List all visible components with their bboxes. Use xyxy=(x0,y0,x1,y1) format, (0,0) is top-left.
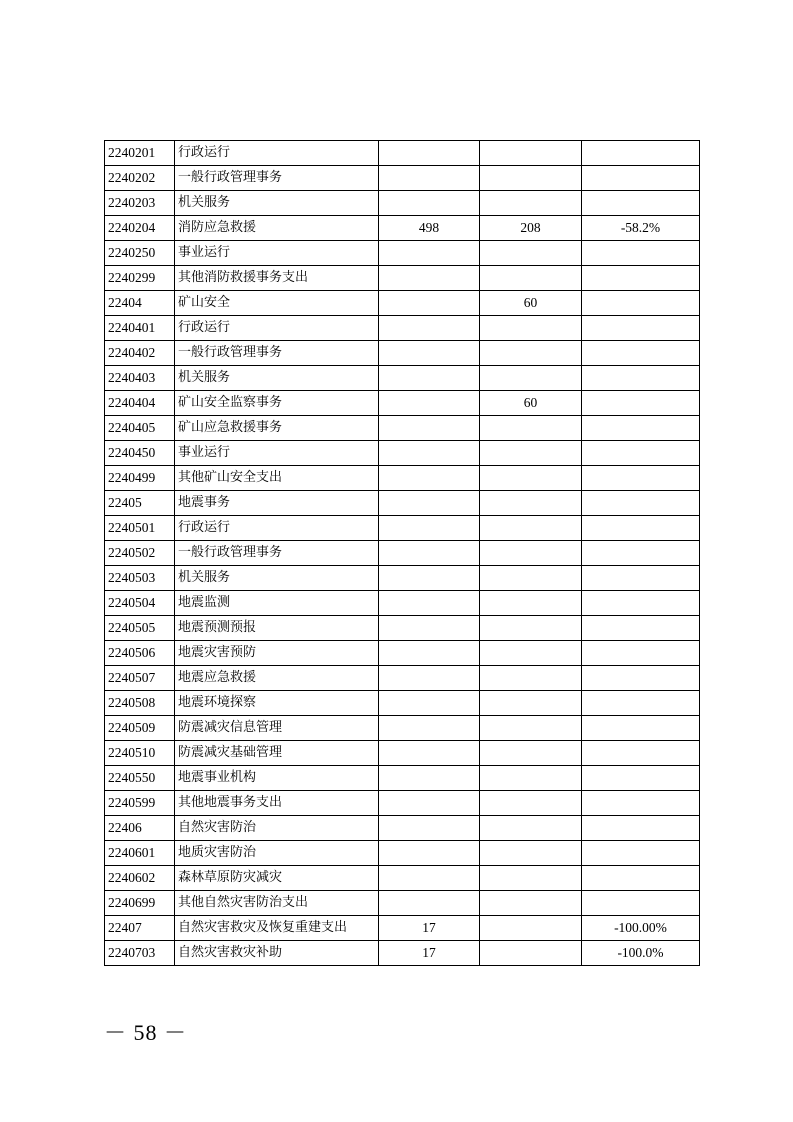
table-row xyxy=(105,341,700,366)
code-cell: 2240299 xyxy=(105,266,175,291)
value-cell-2 xyxy=(480,716,582,741)
value-cell-1 xyxy=(379,191,480,216)
value-cell-1 xyxy=(379,241,480,266)
value-cell-2 xyxy=(480,941,582,966)
value-cell-1 xyxy=(379,791,480,816)
name-cell: 地震预测预报 xyxy=(175,616,379,641)
code-cell: 2240502 xyxy=(105,541,175,566)
value-cell-2 xyxy=(480,641,582,666)
code-cell: 2240508 xyxy=(105,691,175,716)
value-cell-1 xyxy=(379,491,480,516)
value-cell-3 xyxy=(582,416,700,441)
value-cell-3 xyxy=(582,691,700,716)
value-cell-3 xyxy=(582,466,700,491)
value-cell-3 xyxy=(582,166,700,191)
code-cell: 22404 xyxy=(105,291,175,316)
code-cell: 2240503 xyxy=(105,566,175,591)
name-cell: 自然灾害防治 xyxy=(175,816,379,841)
value-cell-3: -100.00% xyxy=(582,916,700,941)
value-cell-1 xyxy=(379,891,480,916)
code-cell: 2240403 xyxy=(105,366,175,391)
table-row xyxy=(105,291,700,316)
value-cell-3: -58.2% xyxy=(582,216,700,241)
code-cell: 2240204 xyxy=(105,216,175,241)
value-cell-2: 60 xyxy=(480,391,582,416)
name-cell: 行政运行 xyxy=(175,316,379,341)
table-row xyxy=(105,391,700,416)
value-cell-3 xyxy=(582,266,700,291)
name-cell: 一般行政管理事务 xyxy=(175,166,379,191)
value-cell-1 xyxy=(379,616,480,641)
table-row xyxy=(105,866,700,891)
table-row xyxy=(105,366,700,391)
value-cell-3 xyxy=(582,491,700,516)
value-cell-2 xyxy=(480,541,582,566)
code-cell: 2240201 xyxy=(105,141,175,166)
code-cell: 2240401 xyxy=(105,316,175,341)
table-row xyxy=(105,941,700,966)
name-cell: 行政运行 xyxy=(175,516,379,541)
value-cell-1 xyxy=(379,266,480,291)
value-cell-1 xyxy=(379,466,480,491)
table-row xyxy=(105,591,700,616)
name-cell: 机关服务 xyxy=(175,191,379,216)
value-cell-1 xyxy=(379,516,480,541)
value-cell-3 xyxy=(582,141,700,166)
table-row xyxy=(105,766,700,791)
code-cell: 2240699 xyxy=(105,891,175,916)
value-cell-3: -100.0% xyxy=(582,941,700,966)
value-cell-1 xyxy=(379,866,480,891)
table-row xyxy=(105,891,700,916)
name-cell: 自然灾害救灾及恢复重建支出 xyxy=(175,916,379,941)
name-cell: 森林草原防灾减灾 xyxy=(175,866,379,891)
name-cell: 地质灾害防治 xyxy=(175,841,379,866)
name-cell: 防震减灾基础管理 xyxy=(175,741,379,766)
name-cell: 地震应急救援 xyxy=(175,666,379,691)
name-cell: 消防应急救援 xyxy=(175,216,379,241)
value-cell-2: 60 xyxy=(480,291,582,316)
table-row xyxy=(105,241,700,266)
table-row xyxy=(105,816,700,841)
value-cell-3 xyxy=(582,291,700,316)
name-cell: 一般行政管理事务 xyxy=(175,341,379,366)
value-cell-1: 17 xyxy=(379,941,480,966)
value-cell-1 xyxy=(379,716,480,741)
value-cell-2 xyxy=(480,266,582,291)
value-cell-1 xyxy=(379,166,480,191)
name-cell: 机关服务 xyxy=(175,566,379,591)
budget-table xyxy=(104,140,700,966)
table-row xyxy=(105,416,700,441)
value-cell-2 xyxy=(480,766,582,791)
code-cell: 2240550 xyxy=(105,766,175,791)
value-cell-2 xyxy=(480,341,582,366)
value-cell-1 xyxy=(379,841,480,866)
value-cell-3 xyxy=(582,316,700,341)
value-cell-1 xyxy=(379,816,480,841)
code-cell: 22407 xyxy=(105,916,175,941)
value-cell-3 xyxy=(582,516,700,541)
value-cell-2 xyxy=(480,616,582,641)
value-cell-3 xyxy=(582,241,700,266)
code-cell: 22406 xyxy=(105,816,175,841)
name-cell: 行政运行 xyxy=(175,141,379,166)
name-cell: 矿山安全监察事务 xyxy=(175,391,379,416)
value-cell-1: 498 xyxy=(379,216,480,241)
value-cell-1 xyxy=(379,141,480,166)
value-cell-3 xyxy=(582,441,700,466)
value-cell-2 xyxy=(480,816,582,841)
value-cell-1 xyxy=(379,541,480,566)
code-cell: 2240203 xyxy=(105,191,175,216)
value-cell-2 xyxy=(480,466,582,491)
code-cell: 2240501 xyxy=(105,516,175,541)
value-cell-3 xyxy=(582,191,700,216)
table-row xyxy=(105,216,700,241)
code-cell: 2240602 xyxy=(105,866,175,891)
value-cell-2: 208 xyxy=(480,216,582,241)
code-cell: 2240703 xyxy=(105,941,175,966)
name-cell: 地震事务 xyxy=(175,491,379,516)
name-cell: 地震环境探察 xyxy=(175,691,379,716)
table-row xyxy=(105,141,700,166)
name-cell: 一般行政管理事务 xyxy=(175,541,379,566)
table-row xyxy=(105,641,700,666)
value-cell-2 xyxy=(480,691,582,716)
value-cell-1 xyxy=(379,691,480,716)
value-cell-2 xyxy=(480,866,582,891)
code-cell: 2240506 xyxy=(105,641,175,666)
table-body xyxy=(105,141,700,966)
value-cell-1 xyxy=(379,441,480,466)
code-cell: 2240507 xyxy=(105,666,175,691)
value-cell-2 xyxy=(480,366,582,391)
name-cell: 其他自然灾害防治支出 xyxy=(175,891,379,916)
name-cell: 自然灾害救灾补助 xyxy=(175,941,379,966)
table-row xyxy=(105,491,700,516)
value-cell-2 xyxy=(480,791,582,816)
page-number: － 58 － xyxy=(104,1020,188,1045)
name-cell: 矿山安全 xyxy=(175,291,379,316)
table-row xyxy=(105,566,700,591)
value-cell-2 xyxy=(480,441,582,466)
name-cell: 地震灾害预防 xyxy=(175,641,379,666)
code-cell: 2240404 xyxy=(105,391,175,416)
code-cell: 2240405 xyxy=(105,416,175,441)
table-row xyxy=(105,541,700,566)
code-cell: 2240509 xyxy=(105,716,175,741)
value-cell-3 xyxy=(582,841,700,866)
code-cell: 2240499 xyxy=(105,466,175,491)
value-cell-3 xyxy=(582,816,700,841)
table-row xyxy=(105,691,700,716)
value-cell-3 xyxy=(582,541,700,566)
name-cell: 其他矿山安全支出 xyxy=(175,466,379,491)
value-cell-2 xyxy=(480,191,582,216)
table-row xyxy=(105,916,700,941)
table-row xyxy=(105,466,700,491)
value-cell-1 xyxy=(379,666,480,691)
name-cell: 机关服务 xyxy=(175,366,379,391)
value-cell-3 xyxy=(582,741,700,766)
value-cell-3 xyxy=(582,716,700,741)
value-cell-2 xyxy=(480,516,582,541)
value-cell-1 xyxy=(379,741,480,766)
value-cell-3 xyxy=(582,891,700,916)
value-cell-1 xyxy=(379,391,480,416)
table-row xyxy=(105,516,700,541)
value-cell-2 xyxy=(480,316,582,341)
value-cell-2 xyxy=(480,741,582,766)
value-cell-2 xyxy=(480,566,582,591)
value-cell-1 xyxy=(379,591,480,616)
value-cell-1 xyxy=(379,641,480,666)
table-row xyxy=(105,441,700,466)
name-cell: 其他地震事务支出 xyxy=(175,791,379,816)
value-cell-3 xyxy=(582,791,700,816)
name-cell: 事业运行 xyxy=(175,441,379,466)
table-row xyxy=(105,191,700,216)
value-cell-1 xyxy=(379,366,480,391)
code-cell: 2240601 xyxy=(105,841,175,866)
value-cell-2 xyxy=(480,891,582,916)
name-cell: 矿山应急救援事务 xyxy=(175,416,379,441)
value-cell-2 xyxy=(480,141,582,166)
code-cell: 2240505 xyxy=(105,616,175,641)
table-row xyxy=(105,266,700,291)
code-cell: 2240402 xyxy=(105,341,175,366)
value-cell-1 xyxy=(379,416,480,441)
value-cell-2 xyxy=(480,666,582,691)
table-row xyxy=(105,166,700,191)
code-cell: 22405 xyxy=(105,491,175,516)
value-cell-3 xyxy=(582,366,700,391)
table-row xyxy=(105,841,700,866)
table-row xyxy=(105,716,700,741)
value-cell-3 xyxy=(582,391,700,416)
name-cell: 地震事业机构 xyxy=(175,766,379,791)
table-row xyxy=(105,741,700,766)
name-cell: 地震监测 xyxy=(175,591,379,616)
code-cell: 2240504 xyxy=(105,591,175,616)
value-cell-1 xyxy=(379,316,480,341)
value-cell-3 xyxy=(582,641,700,666)
value-cell-1 xyxy=(379,291,480,316)
value-cell-3 xyxy=(582,591,700,616)
table-row xyxy=(105,666,700,691)
name-cell: 其他消防救援事务支出 xyxy=(175,266,379,291)
code-cell: 2240202 xyxy=(105,166,175,191)
value-cell-2 xyxy=(480,491,582,516)
table-row xyxy=(105,791,700,816)
code-cell: 2240599 xyxy=(105,791,175,816)
name-cell: 防震减灾信息管理 xyxy=(175,716,379,741)
table-row xyxy=(105,316,700,341)
value-cell-2 xyxy=(480,241,582,266)
value-cell-3 xyxy=(582,766,700,791)
value-cell-3 xyxy=(582,666,700,691)
value-cell-1 xyxy=(379,766,480,791)
value-cell-2 xyxy=(480,591,582,616)
value-cell-1 xyxy=(379,566,480,591)
code-cell: 2240450 xyxy=(105,441,175,466)
value-cell-2 xyxy=(480,166,582,191)
value-cell-3 xyxy=(582,341,700,366)
value-cell-1 xyxy=(379,341,480,366)
value-cell-3 xyxy=(582,866,700,891)
value-cell-3 xyxy=(582,566,700,591)
table-row xyxy=(105,616,700,641)
code-cell: 2240250 xyxy=(105,241,175,266)
value-cell-2 xyxy=(480,841,582,866)
name-cell: 事业运行 xyxy=(175,241,379,266)
value-cell-1: 17 xyxy=(379,916,480,941)
value-cell-2 xyxy=(480,416,582,441)
value-cell-2 xyxy=(480,916,582,941)
value-cell-3 xyxy=(582,616,700,641)
code-cell: 2240510 xyxy=(105,741,175,766)
